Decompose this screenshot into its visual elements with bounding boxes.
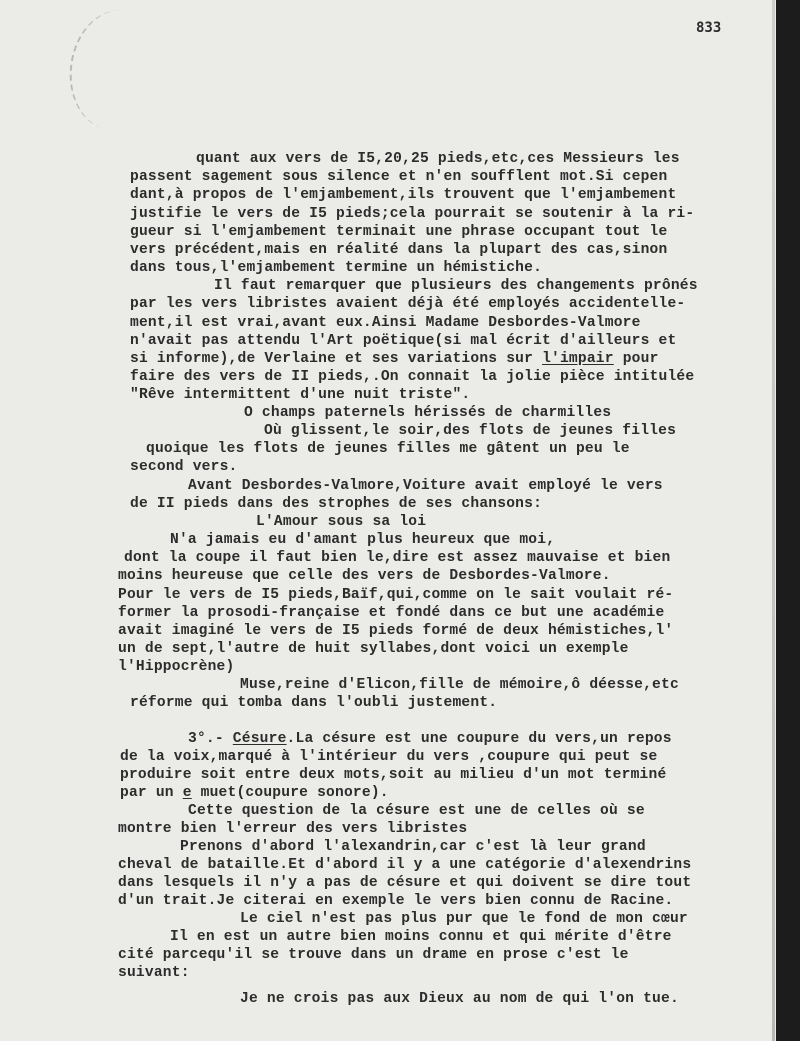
verse-line: L'Amour sous sa loi [256, 514, 427, 530]
scan-border [776, 0, 800, 1041]
underlined-term: l'impair [542, 351, 614, 367]
text-line: former la prosodi-française et fondé dans ce but une académie [118, 605, 665, 621]
text-line: Pour le vers de I5 pieds,Baïf,qui,comme on le sait voulait ré- [118, 587, 674, 603]
text-line: Prenons d'abord l'alexandrin,car c'est là leur grand [180, 839, 646, 855]
text-segment: par un [120, 785, 183, 801]
verse-line: Le ciel n'est pas plus pur que le fond de mon cœur [240, 911, 688, 927]
section-heading-line [188, 730, 672, 748]
text-line: Il en est un autre bien moins connu et qui mérite d'être [170, 929, 672, 945]
underlined-letter: e [182, 785, 192, 801]
text-line [120, 784, 389, 802]
text-line: Cette question de la césure est une de celles où se [188, 803, 645, 819]
verse-line: N'a jamais eu d'amant plus heureux que moi, [170, 532, 556, 548]
text-line: cheval de bataille.Et d'abord il y a une catégorie d'alexendrins [118, 857, 692, 873]
text-line: second vers. [130, 459, 238, 475]
text-line: produire soit entre deux mots,soit au milieu d'un mot terminé [120, 767, 667, 783]
text-segment: pour [613, 351, 659, 367]
text-line: faire des vers de II pieds,.On connait la jolie pièce intitulée [130, 369, 695, 385]
text-line: par les vers libristes avaient déjà été employés accidentelle- [130, 296, 686, 312]
text-line: dans lesquels il n'y a pas de césure et qui doivent se dire tout [118, 875, 692, 891]
text-line: dont la coupe il faut bien le,dire est assez mauvaise et bien [124, 550, 671, 566]
paper-fold-mark [62, 4, 170, 136]
text-line: avait imaginé le vers de I5 pieds formé de deux hémistiches,l' [118, 623, 674, 639]
text-line: moins heureuse que celle des vers de Desbordes-Valmore. [118, 568, 611, 584]
page-edge [772, 0, 775, 1041]
text-line: ment,il est vrai,avant eux.Ainsi Madame Desbordes-Valmore [130, 315, 641, 331]
text-line: l'Hippocrène) [118, 659, 235, 675]
text-line: de II pieds dans des strophes de ses chansons: [130, 496, 543, 512]
verse-line: Où glissent,le soir,des flots de jeunes filles [264, 423, 677, 439]
verse-line: Je ne crois pas aux Dieux au nom de qui l'on tue. [240, 991, 679, 1007]
text-line: dant,à propos de l'emjambement,ils trouvent que l'emjambement [130, 187, 677, 203]
text-line: suivant: [118, 965, 190, 981]
text-line: réforme qui tomba dans l'oubli justement. [130, 695, 498, 711]
text-line: gueur si l'emjambement terminait une phrase occupant tout le [130, 224, 668, 240]
text-line: passent sagement sous silence et n'en soufflent mot.Si cepen [130, 169, 668, 185]
text-line [130, 350, 659, 368]
page-number: 833 [696, 20, 722, 36]
text-line: de la voix,marqué à l'intérieur du vers ,coupure qui peut se [120, 749, 658, 765]
text-line: d'un trait.Je citerai en exemple le vers bien connu de Racine. [118, 893, 674, 909]
text-line: dans tous,l'emjambement termine un hémistiche. [130, 260, 543, 276]
text-line: quant aux vers de I5,20,25 pieds,etc,ces Messieurs les [196, 151, 680, 167]
text-line: Avant Desbordes-Valmore,Voiture avait employé le vers [188, 478, 663, 494]
text-line: montre bien l'erreur des vers libristes [118, 821, 468, 837]
text-line: quoique les flots de jeunes filles me gâtent un peu le [146, 441, 630, 457]
text-line: "Rêve intermittent d'une nuit triste". [130, 387, 471, 403]
verse-line: Muse,reine d'Elicon,fille de mémoire,ô déesse,etc [240, 677, 679, 693]
section-number: 3°.- [188, 731, 233, 747]
section-title: Césure [232, 731, 287, 747]
text-line: n'avait pas attendu l'Art poëtique(si mal écrit d'ailleurs et [130, 333, 677, 349]
text-segment: si informe),de Verlaine et ses variations sur [130, 351, 543, 367]
text-segment: .La césure est une coupure du vers,un repos [286, 731, 672, 747]
text-segment: muet(coupure sonore). [191, 785, 389, 801]
verse-line: O champs paternels hérissés de charmilles [244, 405, 612, 421]
text-line: cité parcequ'il se trouve dans un drame en prose c'est le [118, 947, 629, 963]
text-line: vers précédent,mais en réalité dans la plupart des cas,sinon [130, 242, 668, 258]
text-line: justifie le vers de I5 pieds;cela pourrait se soutenir à la ri- [130, 206, 695, 222]
text-line: Il faut remarquer que plusieurs des changements prônés [214, 278, 698, 294]
text-line: un de sept,l'autre de huit syllabes,dont voici un exemple [118, 641, 629, 657]
